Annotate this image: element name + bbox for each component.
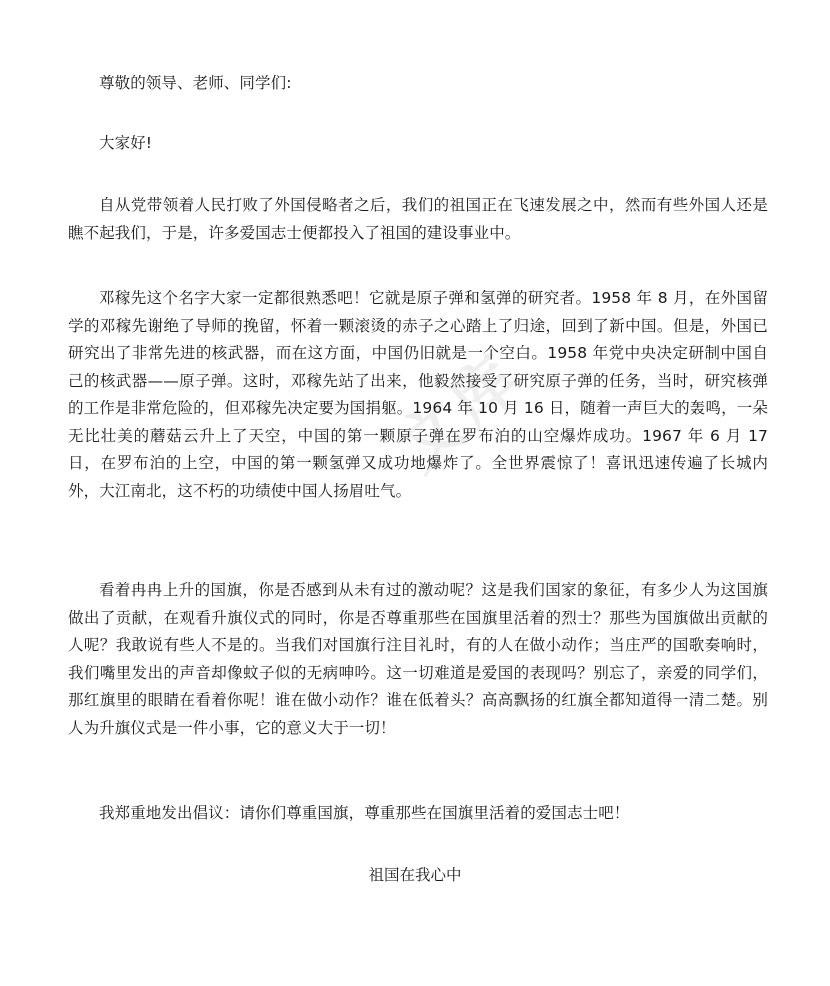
paragraph-national-flag: 看着冉冉上升的国旗，你是否感到从未有过的激动呢？这是我们国家的象征，有多少人为这国旗做出了贡献，在观看升旗仪式的同时，你是否尊重那些在国旗里活着的烈士？那些为国旗做出贡献的人呢？我敢说有些人不是的。当我们对国旗行注目礼时，有的人在做小动作；当庄严的国歌奏响时，我们嘴里发出的声音却像蚊子似的无病呻吟。这一切难道是爱国的表现吗？别忘了，亲爱的同学们，那红旗里的眼睛在看着你呢！谁在做小动作？谁在低着头？高高飘扬的红旗全都知道得一清二楚。别人为升旗仪式是一件小事，它的意义大于一切！ xyxy=(68,581,768,737)
watermark: 文库 xyxy=(382,339,538,487)
paragraph-deng-jiaxian: 邓稼先这个名字大家一定都很熟悉吧！它就是原子弹和氢弹的研究者。1958 年 8 月，在外国留学的邓稼先谢绝了导师的挽留，怀着一颗滚烫的赤子之心踏上了归途，回到了新中国。但是，外国已研究出了非常先进的核武器，而在这方面，中国仍旧就是一个空白。1958 年党中央决定研制中国自己的核武器——原子弹。这时，邓稼先站了出来，他毅然接受了研究原子弹的任务，当时，研究核弹的工作是非常危险的，但邓稼先决定要为国捐躯。1964 年 10 月 16 日，随着一声巨大的轰鸣，一朵无比壮美的蘑菇云升上了天空，中国的第一颗原子弹在罗布泊的山空爆炸成功。1967 年 6 月 17 日，在罗布泊的上空，中国的第一颗氢弹又成功地爆炸了。全世界震惊了！喜讯迅速传遍了长城内外，大江南北，这不朽的功绩使中国人扬眉吐气。 xyxy=(68,289,768,500)
salutation: 尊敬的领导、老师、同学们: xyxy=(99,74,292,92)
paragraph-proposal: 我郑重地发出倡议：请你们尊重国旗，尊重那些在国旗里活着的爱国志士吧！ xyxy=(99,804,630,822)
greeting: 大家好! xyxy=(99,134,153,152)
paragraph-intro: 自从党带领着人民打败了外国侵略者之后，我们的祖国正在飞速发展之中，然而有些外国人还是瞧不起我们，于是，许多爱国志士便都投入了祖国的建设事业中。 xyxy=(68,196,768,242)
closing-title: 祖国在我心中 xyxy=(368,866,462,884)
